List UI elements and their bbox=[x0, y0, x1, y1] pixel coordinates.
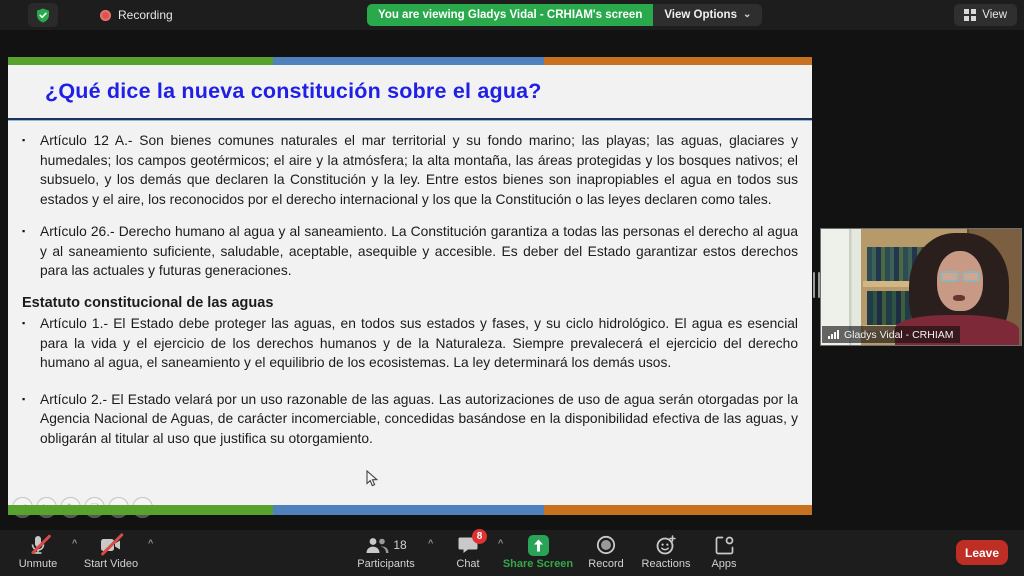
participant-video-thumbnail[interactable] bbox=[820, 228, 1022, 346]
chat-label: Chat bbox=[456, 558, 480, 570]
blue-bar-segment bbox=[273, 57, 544, 65]
paragraph-text: Artículo 2.- El Estado velará por un uso razonable de las aguas. Las autorizaciones de uso de agua serán otorgadas por la Agencia Nacional de Aguas, de carácter incomerciable, concedidas basándose en la disponibilidad efectiva de las aguas, y obligarán al titular al uso que justifica su otorgamiento. bbox=[40, 391, 798, 446]
article-26-paragraph bbox=[22, 222, 798, 281]
recording-indicator[interactable] bbox=[100, 0, 173, 30]
title-divider-rule bbox=[8, 118, 812, 121]
green-bar-segment bbox=[8, 505, 273, 515]
orange-bar-segment bbox=[544, 57, 812, 65]
viewing-banner-text: You are viewing Gladys Vidal - CRHIAM's screen bbox=[367, 4, 653, 26]
participant-name-label bbox=[822, 326, 960, 343]
microphone-muted-icon bbox=[30, 534, 46, 556]
bullet-icon: ▪ bbox=[22, 318, 26, 328]
recording-label: Recording bbox=[118, 8, 173, 22]
unmute-label: Unmute bbox=[18, 558, 58, 570]
participant-glasses bbox=[940, 271, 980, 282]
share-screen-label: Share Screen bbox=[502, 558, 574, 570]
reactions-button[interactable] bbox=[634, 532, 698, 574]
apps-icon bbox=[715, 534, 734, 556]
reactions-label: Reactions bbox=[641, 558, 691, 570]
participant-name: Gladys Vidal - CRHIAM bbox=[844, 328, 954, 341]
chat-options-chevron[interactable]: ^ bbox=[498, 538, 504, 548]
blue-bar-segment bbox=[273, 505, 544, 515]
view-options-label: View Options bbox=[664, 9, 737, 21]
article-1-paragraph bbox=[22, 314, 798, 373]
paragraph-text: Artículo 12 A.- Son bienes comunes naturales el mar territorial y su fondo marino; las playas; las aguas, glaciares y humedales; los campos geotérmicos; el aire y la atmósfera; la alta montaña, las áreas protegidas y los bosques nativos; el subsuelo, y los demás que declaren la Constitución y la ley. Entre estos bienes son inapropiables el agua en todos sus estados y el aire, los reconocidos por el derecho internacional y los que la Constitución o las leyes declaren como tales. bbox=[40, 133, 798, 207]
orange-bar-segment bbox=[544, 505, 812, 515]
mouse-cursor bbox=[366, 470, 378, 487]
article-12a-paragraph bbox=[22, 131, 798, 209]
reactions-smiley-icon bbox=[656, 534, 677, 556]
record-icon bbox=[596, 534, 616, 556]
bullet-icon: ▪ bbox=[22, 393, 26, 404]
security-shield-button[interactable] bbox=[28, 3, 58, 27]
participants-count: 18 bbox=[393, 538, 407, 552]
meeting-control-bar bbox=[0, 530, 1024, 576]
recording-dot-icon bbox=[100, 10, 111, 21]
shared-screen-slide bbox=[8, 57, 812, 515]
participants-button[interactable] bbox=[350, 532, 422, 574]
participants-icon bbox=[365, 534, 406, 556]
leave-button[interactable]: Leave bbox=[956, 540, 1008, 565]
section-heading: Estatuto constitucional de las aguas bbox=[22, 294, 274, 311]
audio-options-chevron[interactable]: ^ bbox=[72, 538, 78, 548]
participants-label: Participants bbox=[357, 558, 415, 570]
shield-check-icon bbox=[36, 8, 50, 23]
article-2-paragraph bbox=[22, 390, 798, 449]
chat-unread-badge: 8 bbox=[472, 529, 487, 544]
video-options-chevron[interactable]: ^ bbox=[148, 538, 154, 548]
apps-button[interactable] bbox=[700, 532, 748, 574]
slide-bottom-color-bar bbox=[8, 505, 812, 515]
grid-view-icon bbox=[964, 9, 976, 21]
chat-bubble-icon bbox=[458, 531, 483, 556]
slide-top-color-bar bbox=[8, 57, 812, 65]
camera-off-icon bbox=[100, 534, 122, 556]
connection-signal-icon bbox=[828, 330, 839, 339]
slide-body bbox=[22, 131, 798, 461]
start-video-button[interactable] bbox=[78, 532, 144, 574]
apps-label: Apps bbox=[711, 558, 737, 570]
paragraph-text: Artículo 1.- El Estado debe proteger las aguas, en todos sus estados y fases, y su ciclo hidrológico. El agua es esencial para la vida y el ejercicio de los derechos humanos y de la Naturaleza. Siempre prevalecerá el ejercicio del derecho humano al agua, el saneamiento y el equilibrio de los ecosistemas. La ley determinará los demás usos. bbox=[40, 316, 798, 370]
slide-title: ¿Qué dice la nueva constitución sobre el agua? bbox=[45, 79, 542, 103]
screen-view-banner bbox=[367, 4, 762, 26]
video-panel-collapse-handle[interactable] bbox=[813, 272, 820, 298]
unmute-button[interactable] bbox=[10, 532, 66, 574]
share-screen-icon bbox=[528, 535, 549, 556]
participants-options-chevron[interactable]: ^ bbox=[428, 538, 434, 548]
record-button[interactable] bbox=[578, 532, 634, 574]
paragraph-text: Artículo 26.- Derecho humano al agua y al saneamiento. La Constitución garantiza a todas las personas el derecho al agua y al saneamiento suficiente, saludable, aceptable, asequible y accesible. Es deber del Estado garantizar estos derechos para las actuales y futuras generaciones. bbox=[40, 224, 798, 278]
chat-button[interactable] bbox=[443, 532, 493, 574]
view-options-dropdown[interactable] bbox=[653, 4, 762, 26]
share-screen-button[interactable] bbox=[498, 532, 578, 574]
bullet-icon: ▪ bbox=[22, 135, 26, 145]
chevron-down-icon: ⌄ bbox=[742, 9, 752, 20]
start-video-label: Start Video bbox=[83, 558, 139, 570]
view-button[interactable] bbox=[954, 4, 1017, 26]
participant-mouth bbox=[953, 295, 965, 301]
record-label: Record bbox=[588, 558, 624, 570]
green-bar-segment bbox=[8, 57, 273, 65]
bullet-icon: ▪ bbox=[22, 226, 26, 236]
view-label: View bbox=[982, 9, 1007, 21]
meeting-top-bar bbox=[0, 0, 1024, 30]
